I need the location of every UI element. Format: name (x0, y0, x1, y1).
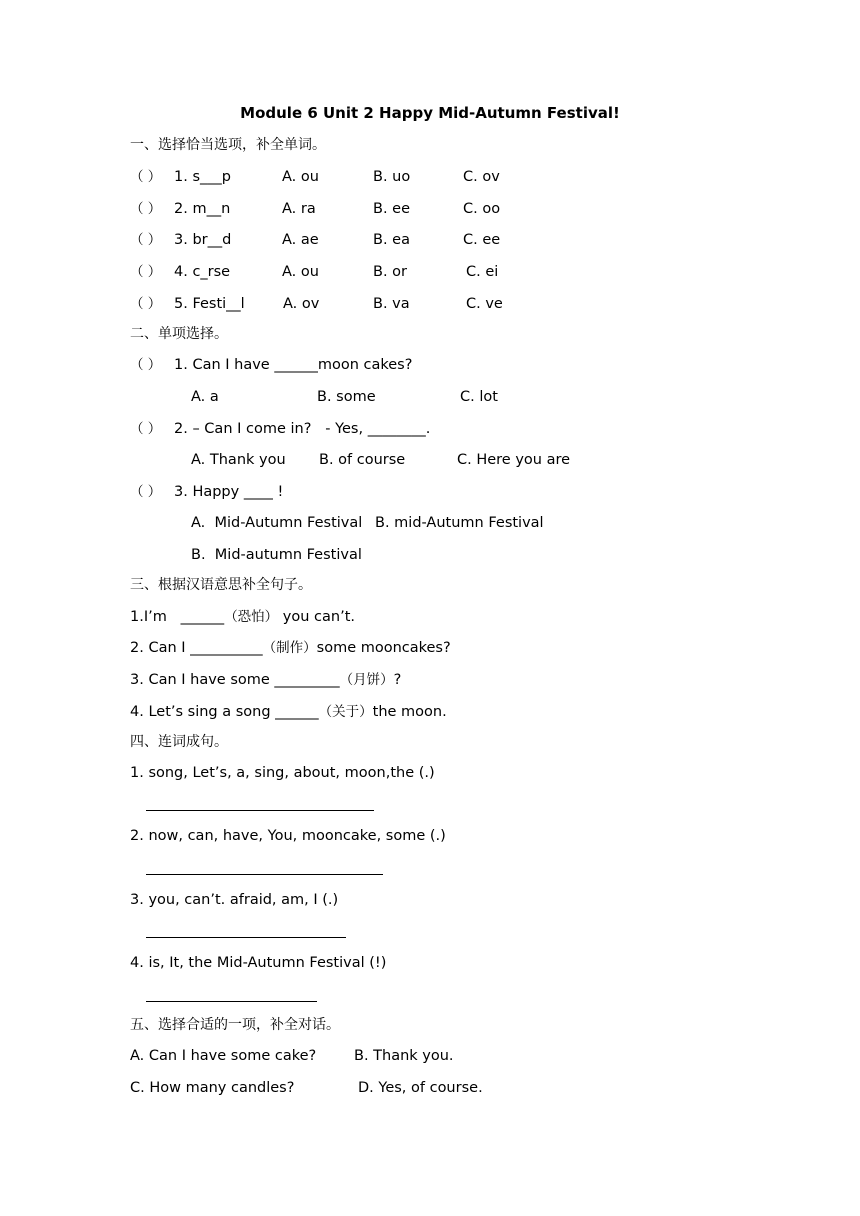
sentence-end: ? (393, 672, 402, 688)
option-a: A. Mid-Autumn Festival (191, 515, 363, 531)
sentence-start: 4. Let’s sing a song ______ (130, 704, 319, 720)
option-a: A. ra (282, 201, 316, 217)
sentence-start: 2. Can I __________ (130, 640, 263, 656)
sentence-end: the moon. (372, 704, 447, 720)
section4-item-3: 3. you, can’t. afraid, am, I (.) (130, 892, 339, 908)
section3-heading: 三、根据汉语意思补全句子。 (130, 577, 312, 593)
chinese-hint: （恐怕） (224, 609, 279, 625)
sentence-end: you can’t. (278, 609, 355, 625)
answer-line[interactable] (146, 874, 383, 875)
option-b: B. ee (373, 201, 411, 217)
answer-line[interactable] (146, 1001, 317, 1002)
page-title: Module 6 Unit 2 Happy Mid-Autumn Festival! (240, 104, 620, 122)
option-c: C. ei (466, 264, 499, 280)
option-c: C. lot (460, 389, 498, 405)
answer-paren[interactable]: （ ） (130, 201, 162, 217)
option-a: A. ae (282, 232, 319, 248)
answer-paren[interactable]: （ ） (130, 169, 162, 185)
chinese-hint: （关于） (318, 704, 373, 720)
option-c: C. oo (463, 201, 501, 217)
dialog-option-a: A. Can I have some cake? (130, 1048, 317, 1064)
option-c: B. Mid-autumn Festival (191, 547, 362, 563)
chinese-hint: （月饼） (339, 672, 394, 688)
section5-heading: 五、选择合适的一项，补全对话。 (130, 1017, 340, 1033)
answer-paren[interactable]: （ ） (130, 357, 162, 373)
option-b: B. some (317, 389, 376, 405)
dialog-option-b: B. Thank you. (354, 1048, 454, 1064)
option-b: B. ea (373, 232, 410, 248)
question-text: 3. br__d (174, 232, 232, 248)
sentence-start: 3. Can I have some _________ (130, 672, 340, 688)
sentence-start: 1.I’m ______ (130, 609, 225, 625)
question-text: 1. Can I have ______moon cakes? (174, 357, 413, 373)
section3-item-1 (130, 606, 355, 628)
section4-item-1: 1. song, Let’s, a, sing, about, moon,the (.) (130, 765, 435, 781)
dialog-option-c: C. How many candles? (130, 1080, 295, 1096)
question-text: 4. c_rse (174, 264, 231, 280)
sentence-end: some mooncakes? (316, 640, 451, 656)
chinese-hint: （制作） (262, 640, 317, 656)
option-b: B. of course (319, 452, 406, 468)
option-c: C. Here you are (457, 452, 571, 468)
answer-paren[interactable]: （ ） (130, 421, 162, 437)
section3-item-4 (130, 701, 447, 723)
question-text: 1. s___p (174, 169, 231, 185)
answer-paren[interactable]: （ ） (130, 232, 162, 248)
option-b: B. uo (373, 169, 411, 185)
option-b: B. or (373, 264, 407, 280)
section3-item-2 (130, 637, 451, 659)
question-text: 2. m__n (174, 201, 231, 217)
answer-paren[interactable]: （ ） (130, 484, 162, 500)
section4-item-4: 4. is, It, the Mid-Autumn Festival (!) (130, 955, 387, 971)
option-a: A. Thank you (191, 452, 286, 468)
section4-item-2: 2. now, can, have, You, mooncake, some (.) (130, 828, 446, 844)
question-text: 2. – Can I come in? - Yes, ________. (174, 421, 431, 437)
option-a: A. a (191, 389, 219, 405)
option-c: C. ov (463, 169, 500, 185)
section3-item-3 (130, 669, 401, 691)
section1-heading: 一、选择恰当选项，补全单词。 (130, 137, 326, 153)
option-b: B. va (373, 296, 410, 312)
answer-paren[interactable]: （ ） (130, 296, 162, 312)
dialog-option-d: D. Yes, of course. (358, 1080, 483, 1096)
answer-line[interactable] (146, 810, 374, 811)
option-b: B. mid-Autumn Festival (375, 515, 544, 531)
section2-heading: 二、单项选择。 (130, 326, 228, 342)
option-c: C. ve (466, 296, 503, 312)
answer-paren[interactable]: （ ） (130, 264, 162, 280)
option-a: A. ou (282, 264, 319, 280)
question-text: 5. Festi__l (174, 296, 245, 312)
section4-heading: 四、连词成句。 (130, 734, 228, 750)
option-a: A. ov (283, 296, 320, 312)
option-c: C. ee (463, 232, 501, 248)
option-a: A. ou (282, 169, 319, 185)
answer-line[interactable] (146, 937, 346, 938)
question-text: 3. Happy ____ ! (174, 484, 284, 500)
